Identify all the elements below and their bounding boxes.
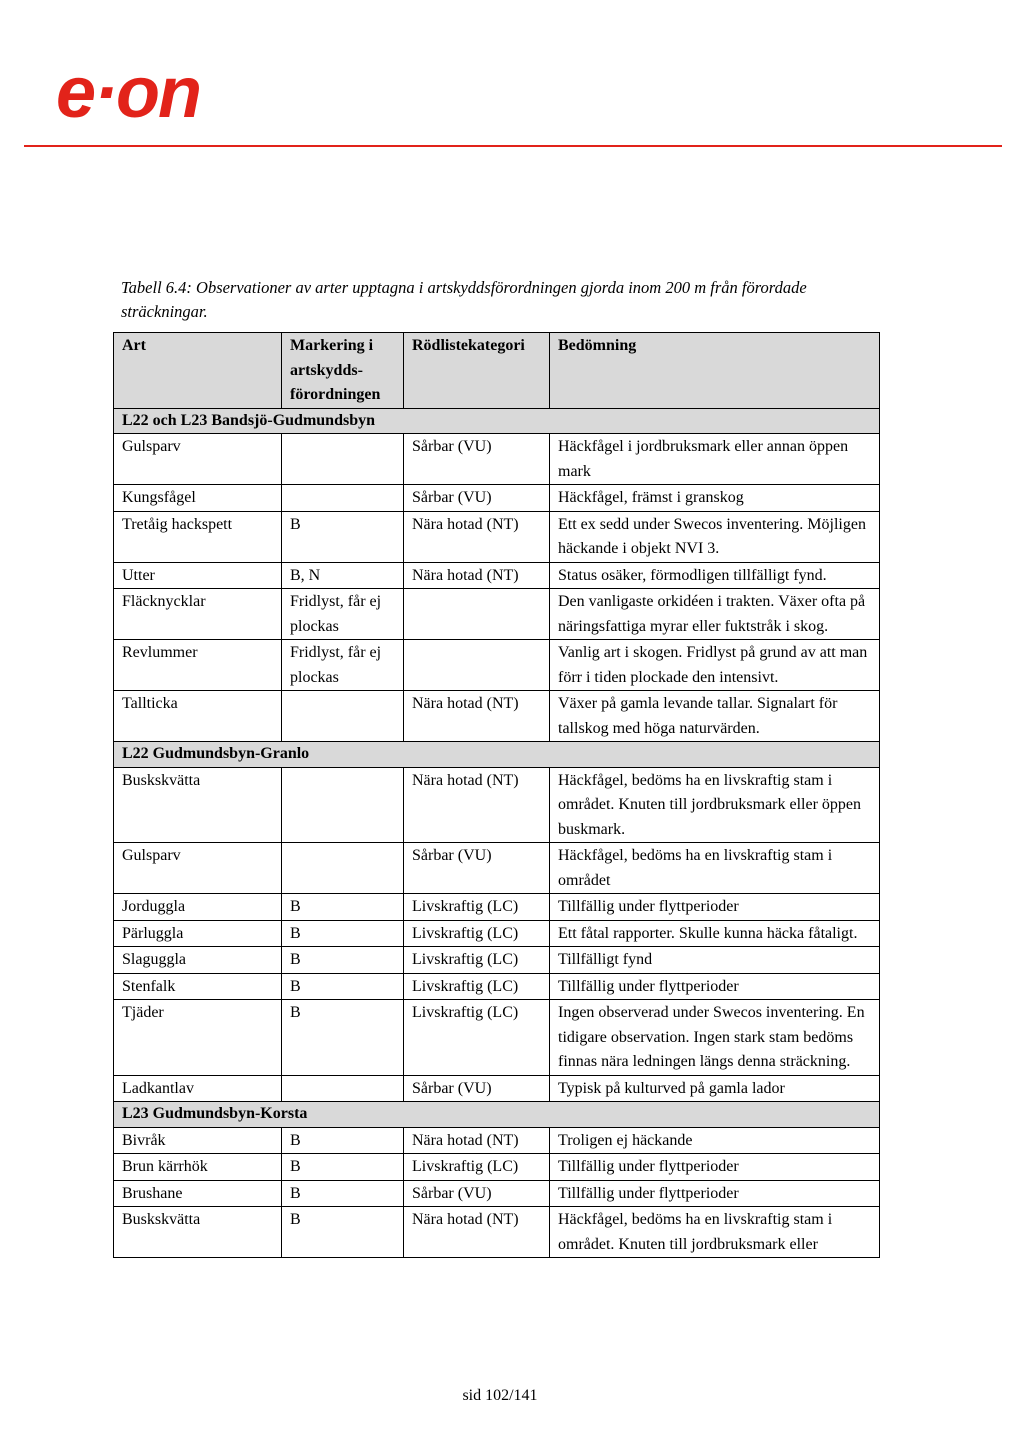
cell-bedomning: Ett ex sedd under Swecos inventering. Möjligen häckande i objekt NVI 3. bbox=[550, 511, 880, 562]
cell-rodlista bbox=[404, 640, 550, 691]
table-row bbox=[114, 767, 880, 843]
section-title: L23 Gudmundsbyn-Korsta bbox=[114, 1102, 880, 1128]
cell-rodlista: Sårbar (VU) bbox=[404, 1075, 550, 1102]
cell-art: Bivråk bbox=[114, 1127, 282, 1154]
cell-art: Jorduggla bbox=[114, 894, 282, 921]
cell-art: Gulsparv bbox=[114, 843, 282, 894]
header-markering: Markering i artskydds-förordningen bbox=[282, 333, 404, 409]
cell-art: Fläcknycklar bbox=[114, 589, 282, 640]
section-title: L22 och L23 Bandsjö-Gudmundsbyn bbox=[114, 408, 880, 434]
cell-markering: B bbox=[282, 894, 404, 921]
table-row bbox=[114, 589, 880, 640]
cell-bedomning: Häckfågel, bedöms ha en livskraftig stam i området bbox=[550, 843, 880, 894]
section-row bbox=[114, 742, 880, 768]
table-caption: Tabell 6.4: Observationer av arter upptagna i artskyddsförordningen gjorda inom 200 m från förordade sträckningar. bbox=[121, 278, 807, 321]
cell-art: Pärluggla bbox=[114, 920, 282, 947]
header-bedomning: Bedömning bbox=[550, 333, 880, 409]
table-row bbox=[114, 1207, 880, 1258]
cell-bedomning: Den vanligaste orkidéen i trakten. Växer ofta på näringsfattiga myrar eller fuktstråk i skog. bbox=[550, 589, 880, 640]
cell-bedomning: Status osäker, förmodligen tillfälligt fynd. bbox=[550, 562, 880, 589]
table-header-row bbox=[114, 333, 880, 409]
cell-bedomning: Tillfälligt fynd bbox=[550, 947, 880, 974]
cell-rodlista: Sårbar (VU) bbox=[404, 434, 550, 485]
cell-markering: B, N bbox=[282, 562, 404, 589]
cell-markering bbox=[282, 691, 404, 742]
cell-rodlista: Livskraftig (LC) bbox=[404, 920, 550, 947]
cell-bedomning: Ingen observerad under Swecos inventering. En tidigare observation. Ingen stark stam bedöms finnas nära ledningen längs denna sträckning. bbox=[550, 1000, 880, 1076]
table-body bbox=[114, 408, 880, 1258]
cell-art: Brushane bbox=[114, 1180, 282, 1207]
cell-bedomning: Ett fåtal rapporter. Skulle kunna häcka fåtaligt. bbox=[550, 920, 880, 947]
cell-art: Brun kärrhök bbox=[114, 1154, 282, 1181]
cell-markering bbox=[282, 767, 404, 843]
observations-table bbox=[113, 332, 880, 1258]
cell-rodlista: Nära hotad (NT) bbox=[404, 562, 550, 589]
cell-rodlista: Livskraftig (LC) bbox=[404, 1000, 550, 1076]
cell-rodlista: Nära hotad (NT) bbox=[404, 767, 550, 843]
cell-rodlista: Livskraftig (LC) bbox=[404, 1154, 550, 1181]
cell-art: Gulsparv bbox=[114, 434, 282, 485]
cell-rodlista: Livskraftig (LC) bbox=[404, 973, 550, 1000]
table-row bbox=[114, 1180, 880, 1207]
section-title: L22 Gudmundsbyn-Granlo bbox=[114, 742, 880, 768]
table-row bbox=[114, 1127, 880, 1154]
cell-markering bbox=[282, 843, 404, 894]
table-row bbox=[114, 1154, 880, 1181]
cell-markering: B bbox=[282, 947, 404, 974]
table-row bbox=[114, 562, 880, 589]
table-row bbox=[114, 485, 880, 512]
header-art: Art bbox=[114, 333, 282, 409]
cell-art: Tretåig hackspett bbox=[114, 511, 282, 562]
table-row bbox=[114, 894, 880, 921]
cell-rodlista: Livskraftig (LC) bbox=[404, 894, 550, 921]
cell-bedomning: Tillfällig under flyttperioder bbox=[550, 973, 880, 1000]
table-row bbox=[114, 843, 880, 894]
table-row bbox=[114, 434, 880, 485]
table-row bbox=[114, 640, 880, 691]
table-row bbox=[114, 947, 880, 974]
cell-markering bbox=[282, 1075, 404, 1102]
cell-bedomning: Vanlig art i skogen. Fridlyst på grund av att man förr i tiden plockade den intensivt. bbox=[550, 640, 880, 691]
page-number: sid 102/141 bbox=[462, 1387, 538, 1404]
cell-rodlista: Sårbar (VU) bbox=[404, 485, 550, 512]
cell-rodlista: Sårbar (VU) bbox=[404, 1180, 550, 1207]
cell-markering: B bbox=[282, 511, 404, 562]
section-row bbox=[114, 1102, 880, 1128]
logo-text: e·on bbox=[56, 53, 200, 133]
cell-bedomning: Växer på gamla levande tallar. Signalart för tallskog med höga naturvärden. bbox=[550, 691, 880, 742]
table-row bbox=[114, 1000, 880, 1076]
eon-logo bbox=[56, 53, 256, 133]
cell-markering: Fridlyst, får ej plockas bbox=[282, 640, 404, 691]
cell-rodlista: Nära hotad (NT) bbox=[404, 691, 550, 742]
cell-art: Stenfalk bbox=[114, 973, 282, 1000]
cell-bedomning: Häckfågel i jordbruksmark eller annan öppen mark bbox=[550, 434, 880, 485]
cell-art: Ladkantlav bbox=[114, 1075, 282, 1102]
cell-bedomning: Häckfågel, bedöms ha en livskraftig stam i området. Knuten till jordbruksmark eller bbox=[550, 1207, 880, 1258]
cell-art: Slaguggla bbox=[114, 947, 282, 974]
cell-markering: B bbox=[282, 973, 404, 1000]
table-row bbox=[114, 511, 880, 562]
cell-art: Utter bbox=[114, 562, 282, 589]
cell-markering: B bbox=[282, 920, 404, 947]
cell-rodlista: Nära hotad (NT) bbox=[404, 1127, 550, 1154]
cell-markering: B bbox=[282, 1180, 404, 1207]
cell-art: Revlummer bbox=[114, 640, 282, 691]
cell-bedomning: Tillfällig under flyttperioder bbox=[550, 894, 880, 921]
table-row bbox=[114, 1075, 880, 1102]
cell-markering: B bbox=[282, 1127, 404, 1154]
cell-bedomning: Häckfågel, bedöms ha en livskraftig stam i området. Knuten till jordbruksmark eller öppen buskmark. bbox=[550, 767, 880, 843]
cell-rodlista bbox=[404, 589, 550, 640]
cell-bedomning: Häckfågel, främst i granskog bbox=[550, 485, 880, 512]
cell-markering: Fridlyst, får ej plockas bbox=[282, 589, 404, 640]
cell-art: Buskskvätta bbox=[114, 1207, 282, 1258]
cell-bedomning: Tillfällig under flyttperioder bbox=[550, 1154, 880, 1181]
cell-markering bbox=[282, 434, 404, 485]
table-row bbox=[114, 973, 880, 1000]
cell-markering bbox=[282, 485, 404, 512]
cell-art: Kungsfågel bbox=[114, 485, 282, 512]
cell-markering: B bbox=[282, 1154, 404, 1181]
cell-rodlista: Nära hotad (NT) bbox=[404, 1207, 550, 1258]
cell-art: Tjäder bbox=[114, 1000, 282, 1076]
header-divider bbox=[24, 145, 1002, 147]
cell-markering: B bbox=[282, 1000, 404, 1076]
cell-markering: B bbox=[282, 1207, 404, 1258]
cell-bedomning: Typisk på kulturved på gamla lador bbox=[550, 1075, 880, 1102]
cell-bedomning: Tillfällig under flyttperioder bbox=[550, 1180, 880, 1207]
cell-art: Tallticka bbox=[114, 691, 282, 742]
section-row bbox=[114, 408, 880, 434]
cell-bedomning: Troligen ej häckande bbox=[550, 1127, 880, 1154]
cell-rodlista: Nära hotad (NT) bbox=[404, 511, 550, 562]
cell-art: Buskskvätta bbox=[114, 767, 282, 843]
cell-rodlista: Livskraftig (LC) bbox=[404, 947, 550, 974]
table-row bbox=[114, 691, 880, 742]
cell-rodlista: Sårbar (VU) bbox=[404, 843, 550, 894]
header-rodlistekategori: Rödlistekategori bbox=[404, 333, 550, 409]
table-row bbox=[114, 920, 880, 947]
